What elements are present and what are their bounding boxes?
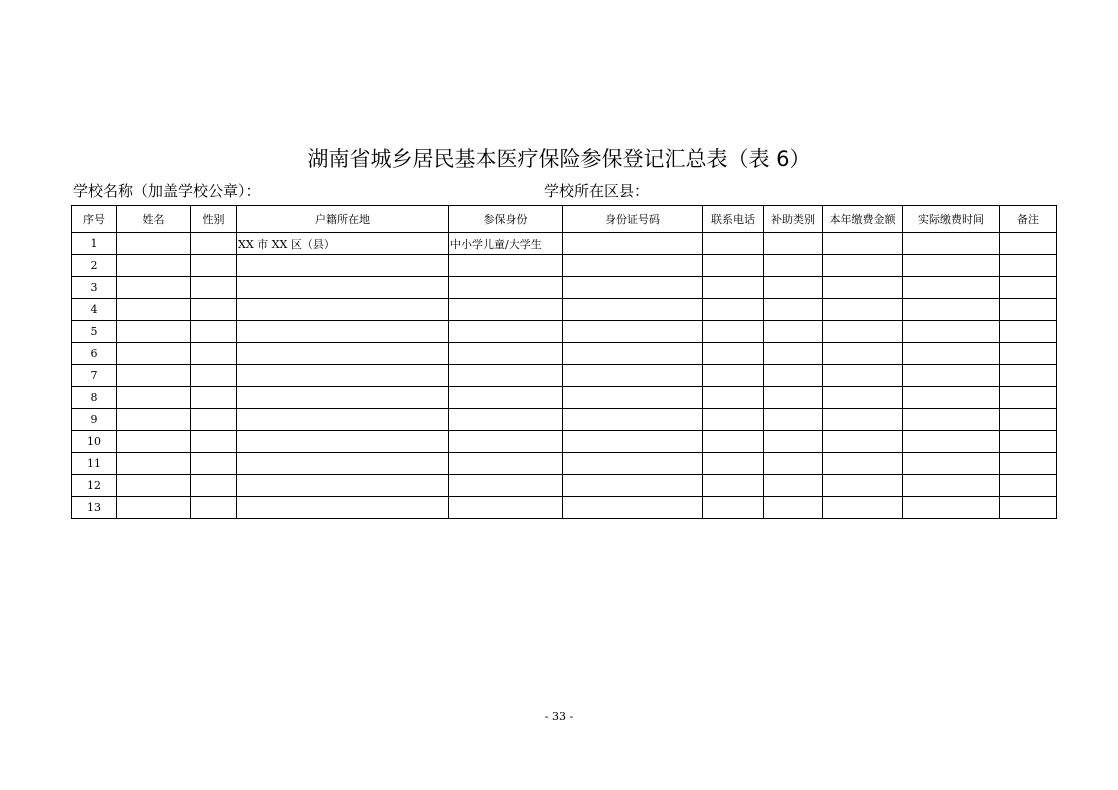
header-gender: 性别 xyxy=(191,206,237,233)
cell-annual-payment xyxy=(823,497,903,519)
cell-phone xyxy=(703,343,764,365)
cell-gender xyxy=(191,387,237,409)
cell-remarks xyxy=(1000,255,1057,277)
cell-gender xyxy=(191,233,237,255)
cell-gender xyxy=(191,255,237,277)
cell-household-registration: XX 市 XX 区（县） xyxy=(237,233,449,255)
cell-annual-payment xyxy=(823,475,903,497)
cell-phone xyxy=(703,497,764,519)
cell-serial-number: 3 xyxy=(72,277,117,299)
cell-subsidy-category xyxy=(764,475,823,497)
cell-remarks xyxy=(1000,343,1057,365)
header-id-number: 身份证号码 xyxy=(563,206,703,233)
cell-household-registration xyxy=(237,255,449,277)
cell-serial-number: 4 xyxy=(72,299,117,321)
cell-id-number xyxy=(563,409,703,431)
cell-gender xyxy=(191,475,237,497)
cell-gender xyxy=(191,321,237,343)
cell-id-number xyxy=(563,475,703,497)
cell-name xyxy=(117,321,191,343)
cell-payment-time xyxy=(903,431,1000,453)
cell-serial-number: 8 xyxy=(72,387,117,409)
cell-insured-identity xyxy=(449,343,563,365)
cell-household-registration xyxy=(237,431,449,453)
table-row xyxy=(72,387,1057,409)
cell-serial-number: 10 xyxy=(72,431,117,453)
cell-name xyxy=(117,343,191,365)
header-annual-payment: 本年缴费金额 xyxy=(823,206,903,233)
cell-id-number xyxy=(563,255,703,277)
form-title: 湖南省城乡居民基本医疗保险参保登记汇总表（表 6） xyxy=(307,147,811,171)
cell-insured-identity xyxy=(449,475,563,497)
cell-serial-number: 12 xyxy=(72,475,117,497)
header-subsidy-category: 补助类别 xyxy=(764,206,823,233)
cell-annual-payment xyxy=(823,409,903,431)
cell-payment-time xyxy=(903,277,1000,299)
table-row xyxy=(72,343,1057,365)
cell-id-number xyxy=(563,299,703,321)
table-header-row xyxy=(72,206,1057,233)
cell-serial-number: 6 xyxy=(72,343,117,365)
table-body xyxy=(72,233,1057,519)
cell-payment-time xyxy=(903,409,1000,431)
cell-subsidy-category xyxy=(764,387,823,409)
table-row xyxy=(72,233,1057,255)
cell-serial-number: 5 xyxy=(72,321,117,343)
cell-name xyxy=(117,387,191,409)
cell-insured-identity: 中小学儿童/大学生 xyxy=(449,233,563,255)
table-row xyxy=(72,255,1057,277)
cell-annual-payment xyxy=(823,233,903,255)
cell-annual-payment xyxy=(823,343,903,365)
school-district-label: 学校所在区县： xyxy=(544,182,650,200)
cell-insured-identity xyxy=(449,497,563,519)
cell-phone xyxy=(703,277,764,299)
cell-household-registration xyxy=(237,321,449,343)
cell-gender xyxy=(191,277,237,299)
cell-gender xyxy=(191,453,237,475)
cell-annual-payment xyxy=(823,299,903,321)
cell-name xyxy=(117,233,191,255)
cell-insured-identity xyxy=(449,255,563,277)
cell-remarks xyxy=(1000,299,1057,321)
cell-name xyxy=(117,277,191,299)
cell-subsidy-category xyxy=(764,321,823,343)
cell-phone xyxy=(703,453,764,475)
table-row xyxy=(72,321,1057,343)
cell-insured-identity xyxy=(449,409,563,431)
table-row xyxy=(72,453,1057,475)
table-row xyxy=(72,475,1057,497)
cell-subsidy-category xyxy=(764,299,823,321)
cell-insured-identity xyxy=(449,387,563,409)
cell-remarks xyxy=(1000,277,1057,299)
cell-annual-payment xyxy=(823,277,903,299)
cell-phone xyxy=(703,409,764,431)
cell-household-registration xyxy=(237,409,449,431)
cell-gender xyxy=(191,431,237,453)
cell-payment-time xyxy=(903,497,1000,519)
cell-phone xyxy=(703,255,764,277)
table-row xyxy=(72,299,1057,321)
cell-insured-identity xyxy=(449,299,563,321)
table-row xyxy=(72,431,1057,453)
cell-phone xyxy=(703,475,764,497)
cell-serial-number: 1 xyxy=(72,233,117,255)
table-row xyxy=(72,497,1057,519)
cell-id-number xyxy=(563,431,703,453)
cell-remarks xyxy=(1000,409,1057,431)
cell-subsidy-category xyxy=(764,365,823,387)
cell-payment-time xyxy=(903,299,1000,321)
cell-remarks xyxy=(1000,475,1057,497)
header-payment-time: 实际缴费时间 xyxy=(903,206,1000,233)
cell-household-registration xyxy=(237,453,449,475)
table-row xyxy=(72,365,1057,387)
cell-id-number xyxy=(563,365,703,387)
cell-phone xyxy=(703,431,764,453)
cell-insured-identity xyxy=(449,453,563,475)
cell-subsidy-category xyxy=(764,431,823,453)
table-row xyxy=(72,409,1057,431)
cell-payment-time xyxy=(903,343,1000,365)
cell-id-number xyxy=(563,387,703,409)
cell-id-number xyxy=(563,321,703,343)
header-phone: 联系电话 xyxy=(703,206,764,233)
cell-payment-time xyxy=(903,321,1000,343)
cell-remarks xyxy=(1000,431,1057,453)
cell-gender xyxy=(191,365,237,387)
cell-household-registration xyxy=(237,343,449,365)
cell-name xyxy=(117,497,191,519)
cell-household-registration xyxy=(237,497,449,519)
cell-annual-payment xyxy=(823,365,903,387)
cell-phone xyxy=(703,299,764,321)
cell-remarks xyxy=(1000,233,1057,255)
cell-payment-time xyxy=(903,453,1000,475)
cell-payment-time xyxy=(903,475,1000,497)
cell-subsidy-category xyxy=(764,233,823,255)
cell-subsidy-category xyxy=(764,255,823,277)
cell-remarks xyxy=(1000,321,1057,343)
cell-name xyxy=(117,365,191,387)
cell-insured-identity xyxy=(449,365,563,387)
cell-gender xyxy=(191,409,237,431)
header-serial-number: 序号 xyxy=(72,206,117,233)
table-row xyxy=(72,277,1057,299)
cell-household-registration xyxy=(237,475,449,497)
header-remarks: 备注 xyxy=(1000,206,1057,233)
cell-household-registration xyxy=(237,299,449,321)
cell-name xyxy=(117,409,191,431)
cell-id-number xyxy=(563,277,703,299)
school-name-label: 学校名称（加盖学校公章）： xyxy=(73,182,261,200)
registration-table xyxy=(71,205,1057,519)
cell-annual-payment xyxy=(823,453,903,475)
cell-insured-identity xyxy=(449,321,563,343)
cell-name xyxy=(117,431,191,453)
cell-payment-time xyxy=(903,365,1000,387)
cell-remarks xyxy=(1000,497,1057,519)
cell-annual-payment xyxy=(823,255,903,277)
cell-subsidy-category xyxy=(764,343,823,365)
cell-serial-number: 2 xyxy=(72,255,117,277)
cell-annual-payment xyxy=(823,321,903,343)
cell-remarks xyxy=(1000,387,1057,409)
cell-payment-time xyxy=(903,255,1000,277)
cell-phone xyxy=(703,233,764,255)
cell-annual-payment xyxy=(823,387,903,409)
cell-gender xyxy=(191,343,237,365)
cell-name xyxy=(117,475,191,497)
cell-subsidy-category xyxy=(764,409,823,431)
cell-id-number xyxy=(563,343,703,365)
cell-payment-time xyxy=(903,233,1000,255)
cell-remarks xyxy=(1000,365,1057,387)
cell-serial-number: 13 xyxy=(72,497,117,519)
cell-household-registration xyxy=(237,387,449,409)
cell-gender xyxy=(191,497,237,519)
cell-insured-identity xyxy=(449,431,563,453)
cell-serial-number: 11 xyxy=(72,453,117,475)
cell-phone xyxy=(703,321,764,343)
cell-subsidy-category xyxy=(764,497,823,519)
cell-id-number xyxy=(563,497,703,519)
page-number: - 33 - xyxy=(544,710,574,723)
cell-remarks xyxy=(1000,453,1057,475)
cell-name xyxy=(117,255,191,277)
cell-insured-identity xyxy=(449,277,563,299)
cell-household-registration xyxy=(237,365,449,387)
cell-id-number xyxy=(563,233,703,255)
cell-annual-payment xyxy=(823,431,903,453)
cell-name xyxy=(117,299,191,321)
cell-name xyxy=(117,453,191,475)
cell-phone xyxy=(703,365,764,387)
cell-serial-number: 9 xyxy=(72,409,117,431)
header-name: 姓名 xyxy=(117,206,191,233)
cell-payment-time xyxy=(903,387,1000,409)
header-household-registration: 户籍所在地 xyxy=(237,206,449,233)
cell-phone xyxy=(703,387,764,409)
header-insured-identity: 参保身份 xyxy=(449,206,563,233)
cell-subsidy-category xyxy=(764,277,823,299)
cell-subsidy-category xyxy=(764,453,823,475)
cell-gender xyxy=(191,299,237,321)
cell-serial-number: 7 xyxy=(72,365,117,387)
cell-id-number xyxy=(563,453,703,475)
cell-household-registration xyxy=(237,277,449,299)
